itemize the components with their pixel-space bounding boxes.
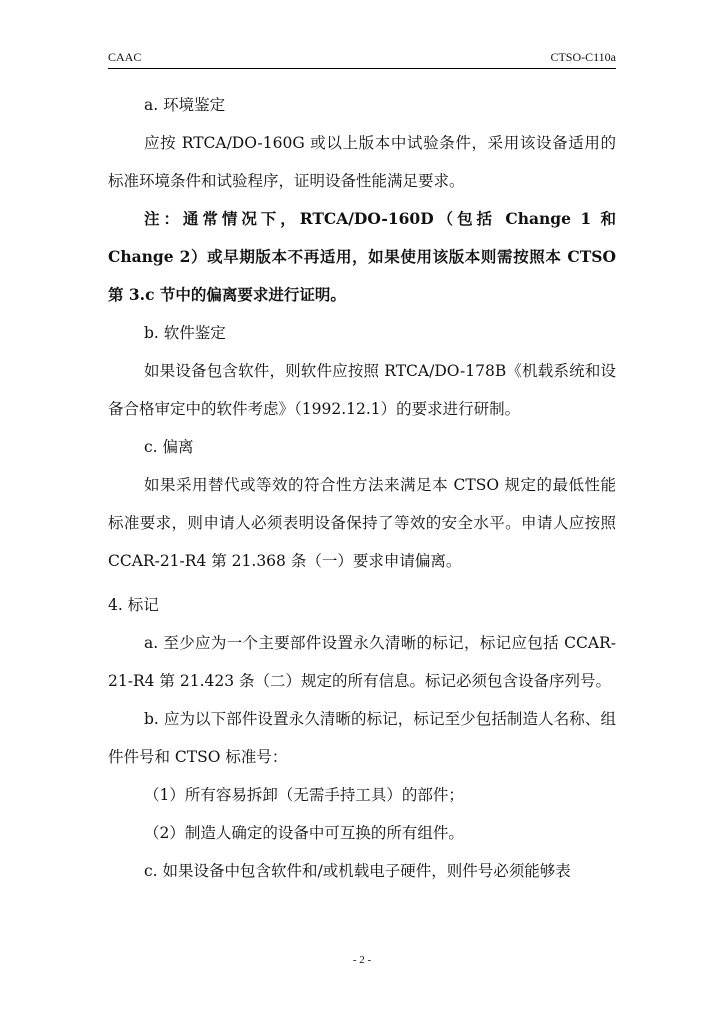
section-c-heading: c. 偏离	[144, 438, 194, 456]
section-4-heading: 4. 标记	[108, 596, 159, 614]
list-item-1: （1）所有容易拆卸（无需手持工具）的部件；	[144, 786, 464, 804]
header-doc-id: CTSO-C110a	[550, 50, 616, 64]
document-body	[108, 86, 616, 890]
paragraph-software: 如果设备包含软件，则软件应按照 RTCA/DO-178B《机载系统和设备合格审定中的软件考虑》（1992.12.1）的要求进行研制。	[108, 362, 616, 418]
section-a-heading: a. 环境鉴定	[144, 96, 226, 114]
page-header	[108, 50, 616, 69]
paragraph-deviation: 如果采用替代或等效的符合性方法来满足本 CTSO 规定的最低性能标准要求，则申请人必须表明设备保持了等效的安全水平。申请人应按照 CCAR-21-R4 第 21.368 条（一）要求申请偏离。	[108, 476, 616, 570]
header-org: CAAC	[108, 50, 142, 64]
paragraph-marking-a: a. 至少应为一个主要部件设置永久清晰的标记，标记应包括 CCAR-21-R4 第 21.423 条（二）规定的所有信息。标记必须包含设备序列号。	[108, 634, 616, 690]
paragraph-environment: 应按 RTCA/DO-160G 或以上版本中试验条件，采用该设备适用的标准环境条件和试验程序，证明设备性能满足要求。	[108, 134, 616, 190]
note-paragraph: 注：通常情况下，RTCA/DO-160D（包括 Change 1 和 Change 2）或早期版本不再适用，如果使用该版本则需按照本 CTSO 第 3.c 节中的偏离要求进行证明。	[108, 209, 616, 304]
page-number: - 2 -	[352, 954, 372, 966]
paragraph-marking-c: c. 如果设备中包含软件和/或机载电子硬件，则件号必须能够表	[144, 862, 571, 880]
list-item-2: （2）制造人确定的设备中可互换的所有组件。	[144, 824, 464, 842]
paragraph-marking-b: b. 应为以下部件设置永久清晰的标记，标记至少包括制造人名称、组件件号和 CTSO 标准号：	[108, 710, 616, 766]
section-b-heading: b. 软件鉴定	[144, 324, 226, 342]
